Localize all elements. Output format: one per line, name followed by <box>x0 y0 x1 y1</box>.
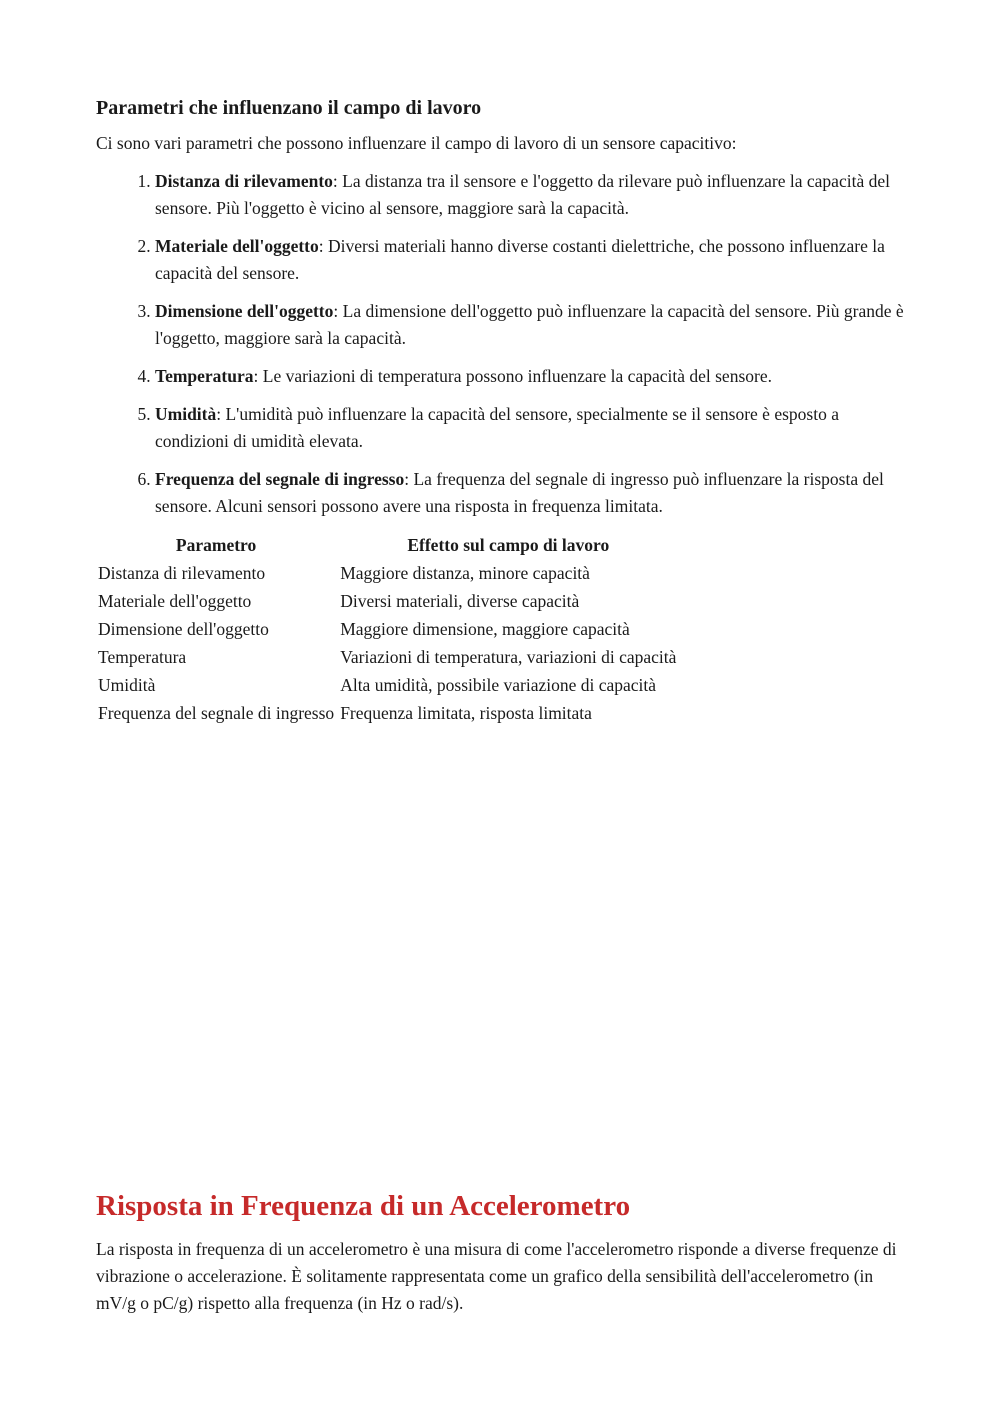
list-item-term: Dimensione dell'oggetto <box>155 301 334 321</box>
table-cell: Frequenza del segnale di ingresso <box>98 703 335 723</box>
section-heading-red: Risposta in Frequenza di un Accelerometro <box>96 1190 631 1222</box>
list-item-text: : L'umidità può influenzare la capacità del sensore, specialmente se il sensore è esposto a condizioni di umidità elevata. <box>155 404 839 451</box>
table-cell: Variazioni di temperatura, variazioni di capacità <box>340 647 677 667</box>
section-parameters <box>96 95 906 727</box>
list-item-text: : La dimensione dell'oggetto può influenzare la capacità del sensore. Più grande è l'oggetto, maggiore sarà la capacità. <box>155 301 904 348</box>
list-item <box>155 401 906 455</box>
column-header-parametro: Parametro <box>175 535 257 555</box>
effects-table <box>95 531 679 727</box>
table-row <box>95 699 679 727</box>
table-cell: Distanza di rilevamento <box>98 563 266 583</box>
list-item-term: Materiale dell'oggetto <box>155 236 319 256</box>
table-cell: Frequenza limitata, risposta limitata <box>340 703 592 723</box>
table-cell: Dimensione dell'oggetto <box>98 619 269 639</box>
list-item-term: Distanza di rilevamento <box>155 171 333 191</box>
table-cell: Temperatura <box>98 647 187 667</box>
list-item <box>155 363 906 390</box>
column-header-effetto: Effetto sul campo di lavoro <box>407 535 610 555</box>
table-cell: Umidità <box>98 675 156 695</box>
intro-text: Ci sono vari parametri che possono influenzare il campo di lavoro di un sensore capacitivo: <box>96 133 737 153</box>
list-item-term: Frequenza del segnale di ingresso <box>155 469 405 489</box>
table-row <box>95 587 679 615</box>
table-row <box>95 643 679 671</box>
table-row <box>95 615 679 643</box>
section-heading: Parametri che influenzano il campo di lavoro <box>96 97 482 119</box>
table-cell: Alta umidità, possibile variazione di capacità <box>340 675 657 695</box>
table-cell: Maggiore dimensione, maggiore capacità <box>340 619 630 639</box>
list-item-term: Temperatura <box>155 366 254 386</box>
list-item-text: : La distanza tra il sensore e l'oggetto da rilevare può influenzare la capacità del sensore. Più l'oggetto è vicino al sensore, maggiore sarà la capacità. <box>155 171 890 218</box>
parameters-list <box>96 168 906 520</box>
table-cell: Maggiore distanza, minore capacità <box>340 563 590 583</box>
list-item-text: : Diversi materiali hanno diverse costanti dielettriche, che possono influenzare la capacità del sensore. <box>155 236 885 283</box>
table-row <box>95 559 679 587</box>
table-row <box>95 671 679 699</box>
list-item <box>155 233 906 287</box>
table-cell: Diversi materiali, diverse capacità <box>340 591 580 611</box>
list-item <box>155 298 906 352</box>
list-item-text: : La frequenza del segnale di ingresso può influenzare la risposta del sensore. Alcuni sensori possono avere una risposta in frequenza limitata. <box>155 469 884 516</box>
table-header-row <box>95 531 679 559</box>
table-cell: Materiale dell'oggetto <box>98 591 252 611</box>
list-item <box>155 466 906 520</box>
body-paragraph: La risposta in frequenza di un accelerometro è una misura di come l'accelerometro risponde a diverse frequenze di vibrazione o accelerazione. È solitamente rappresentata come un grafico della sensibilità dell'accelerometro (in mV/g o pC/g) rispetto alla frequenza (in Hz o rad/s). <box>96 1239 897 1313</box>
list-item-text: : Le variazioni di temperatura possono influenzare la capacità del sensore. <box>253 366 772 386</box>
list-item-term: Umidità <box>155 404 217 424</box>
section-frequency-response <box>96 1186 911 1317</box>
list-item <box>155 168 906 222</box>
